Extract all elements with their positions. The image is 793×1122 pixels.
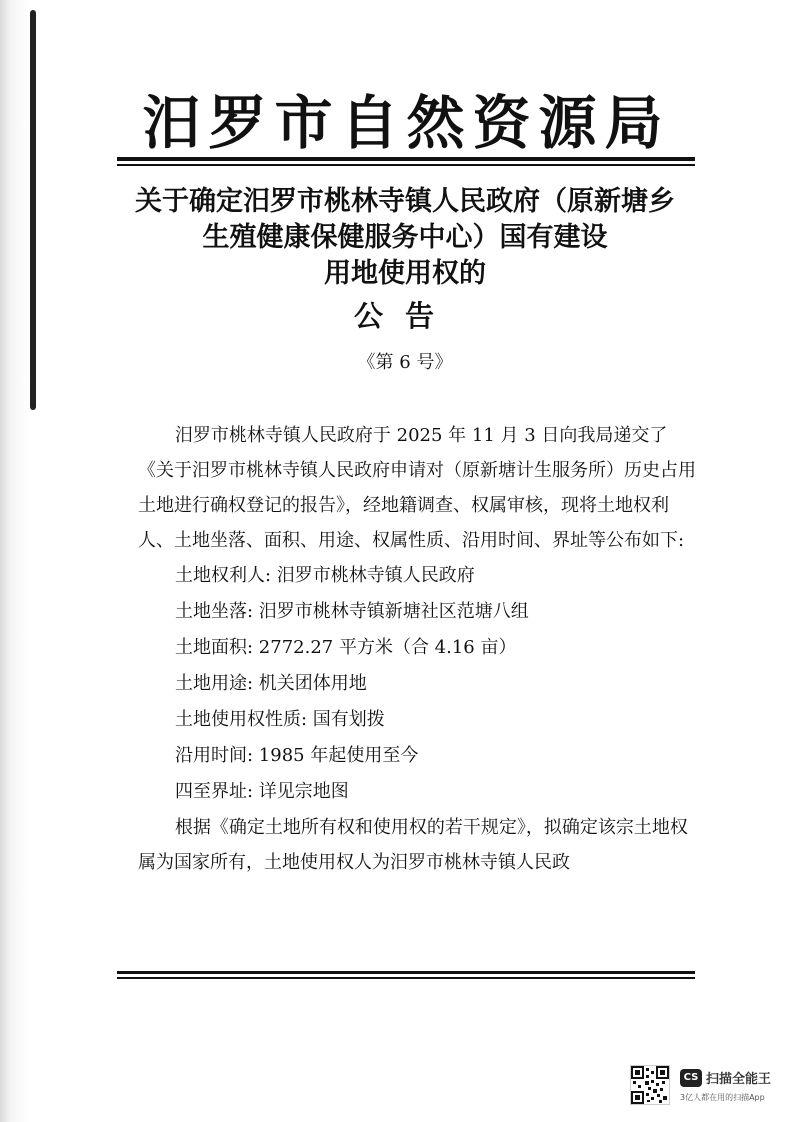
camscanner-logo: CS xyxy=(680,1069,702,1087)
scan-shadow-edge xyxy=(0,0,44,1122)
masthead-rule-thin xyxy=(117,164,695,166)
scan-binding-line xyxy=(30,10,36,410)
masthead-rule-thick xyxy=(117,157,695,161)
boundary-item: 四至界址: 详见宗地图 xyxy=(175,781,349,802)
land-right-nature-item: 土地使用权性质: 国有划拨 xyxy=(175,709,385,730)
document-number: 《第 6 号》 xyxy=(357,352,453,373)
intro-paragraph: 汨罗市桃林寺镇人民政府于 2025 年 11 月 3 日向我局递交了《关于汨罗市桃林寺镇人民政府申请对（原新塘计生服务所）历史占用土地进行确权登记的报告》，经地籍调查、权属审核，现将土地权利人、土地坐落、面积、用途、权属性质、沿用时间、界址等公布如下: xyxy=(138,425,696,551)
footer-rule-thin xyxy=(117,977,695,979)
notice-title xyxy=(110,184,700,338)
footer-rule-thick xyxy=(117,971,695,974)
title-line: 用地使用权的 xyxy=(324,258,486,289)
land-area-item: 土地面积: 2772.27 平方米（合 4.16 亩） xyxy=(175,637,517,658)
qr-code-icon xyxy=(631,1066,669,1104)
watermark-tagline: 3亿人都在用的扫描App xyxy=(680,1093,765,1102)
closing-paragraph: 根据《确定土地所有权和使用权的若干规定》，拟确定该宗土地权属为国家所有，土地使用权人为汨罗市桃林寺镇人民政 xyxy=(138,817,688,873)
land-location-item: 土地坐落: 汨罗市桃林寺镇新塘社区范塘八组 xyxy=(175,601,529,622)
watermark-app-name: 扫描全能王 xyxy=(706,1072,772,1087)
notice-kind: 公告 xyxy=(353,299,456,333)
land-owner-item: 土地权利人: 汨罗市桃林寺镇人民政府 xyxy=(175,565,475,586)
scanner-watermark xyxy=(631,1063,785,1109)
land-use-item: 土地用途: 机关团体用地 xyxy=(175,673,367,694)
notice-body xyxy=(138,418,698,880)
title-line: 生殖健康保健服务中心）国有建设 xyxy=(202,222,608,253)
agency-masthead: 汨罗市自然资源局 xyxy=(142,89,671,157)
title-line: 关于确定汨罗市桃林寺镇人民政府（原新塘乡 xyxy=(135,186,675,217)
usage-period-item: 沿用时间: 1985 年起使用至今 xyxy=(175,745,419,766)
